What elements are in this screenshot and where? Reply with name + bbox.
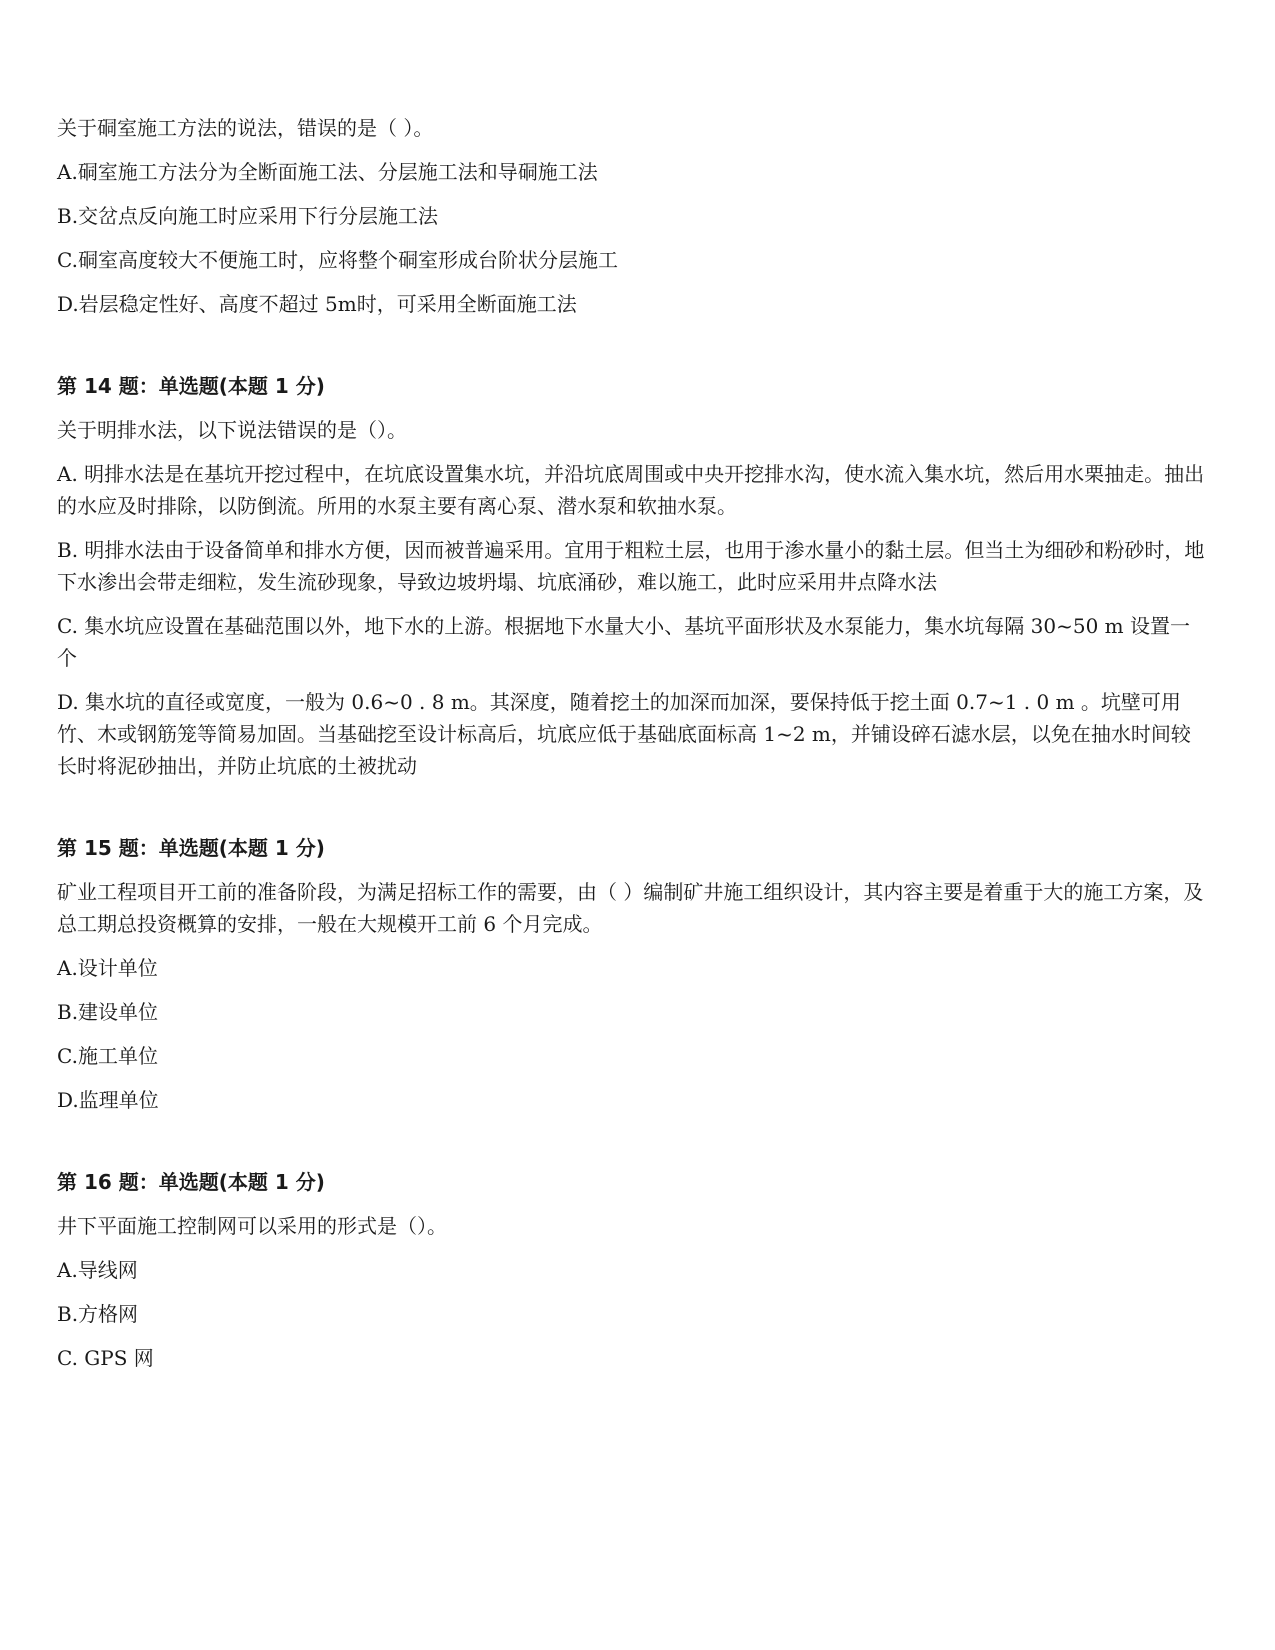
option-a: A.硐室施工方法分为全断面施工法、分层施工法和导硐施工法 [57, 160, 598, 184]
option-c: C. GPS 网 [57, 1346, 154, 1370]
option-c: C.施工单位 [57, 1044, 158, 1068]
option-c: C.硐室高度较大不便施工时，应将整个硐室形成台阶状分层施工 [57, 248, 618, 272]
question-stem: 关于硐室施工方法的说法，错误的是（ ）。 [57, 116, 434, 140]
option-a: A.设计单位 [57, 956, 158, 980]
question-title: 第 14 题：单选题(本题 1 分) [57, 374, 325, 398]
question-15 [57, 832, 1207, 1116]
option-c: C. 集水坑应设置在基础范围以外，地下水的上游。根据地下水量大小、基坑平面形状及水泵能力，集水坑每隔 30~50 m 设置一个 [57, 614, 1190, 670]
option-d: D.监理单位 [57, 1088, 159, 1112]
option-b: B. 明排水法由于设备简单和排水方便，因而被普遍采用。宜用于粗粒土层，也用于渗水量小的黏土层。但当土为细砂和粉砂时，地下水渗出会带走细粒，发生流砂现象，导致边坡坍塌、坑底涌砂，难以施工，此时应采用井点降水法 [57, 538, 1205, 594]
question-stem: 关于明排水法，以下说法错误的是（）。 [57, 418, 407, 442]
option-b: B.方格网 [57, 1302, 139, 1326]
option-a: A. 明排水法是在基坑开挖过程中，在坑底设置集水坑，并沿坑底周围或中央开挖排水沟，使水流入集水坑，然后用水栗抽走。抽出的水应及时排除，以防倒流。所用的水泵主要有离心泵、潜水泵和软抽水泵。 [57, 462, 1205, 518]
option-d: D.岩层稳定性好、高度不超过 5m时，可采用全断面施工法 [57, 292, 577, 316]
document-page [57, 112, 1207, 1386]
option-b: B.交岔点反向施工时应采用下行分层施工法 [57, 204, 439, 228]
question-stem: 井下平面施工控制网可以采用的形式是（）。 [57, 1214, 447, 1238]
question-16 [57, 1166, 1207, 1374]
question-stem: 矿业工程项目开工前的准备阶段，为满足招标工作的需要，由（ ）编制矿井施工组织设计，其内容主要是着重于大的施工方案，及总工期总投资概算的安排，一般在大规模开工前 6 个月完成。 [57, 880, 1204, 936]
question-13 [57, 112, 1207, 320]
option-b: B.建设单位 [57, 1000, 159, 1024]
question-14 [57, 370, 1207, 782]
option-a: A.导线网 [57, 1258, 138, 1282]
question-title: 第 15 题：单选题(本题 1 分) [57, 836, 325, 860]
question-title: 第 16 题：单选题(本题 1 分) [57, 1170, 325, 1194]
option-d: D. 集水坑的直径或宽度，一般为 0.6~0 . 8 m。其深度，随着挖土的加深而加深，要保持低于挖土面 0.7~1 . 0 m 。坑壁可用竹、木或钢筋笼等简易加固。当基础挖至设计标高后，坑底应低于基础底面标高 1~2 m，并铺设碎石滤水层，以免在抽水时间较长时将泥砂抽出，并防止坑底的土被扰动 [57, 690, 1191, 778]
